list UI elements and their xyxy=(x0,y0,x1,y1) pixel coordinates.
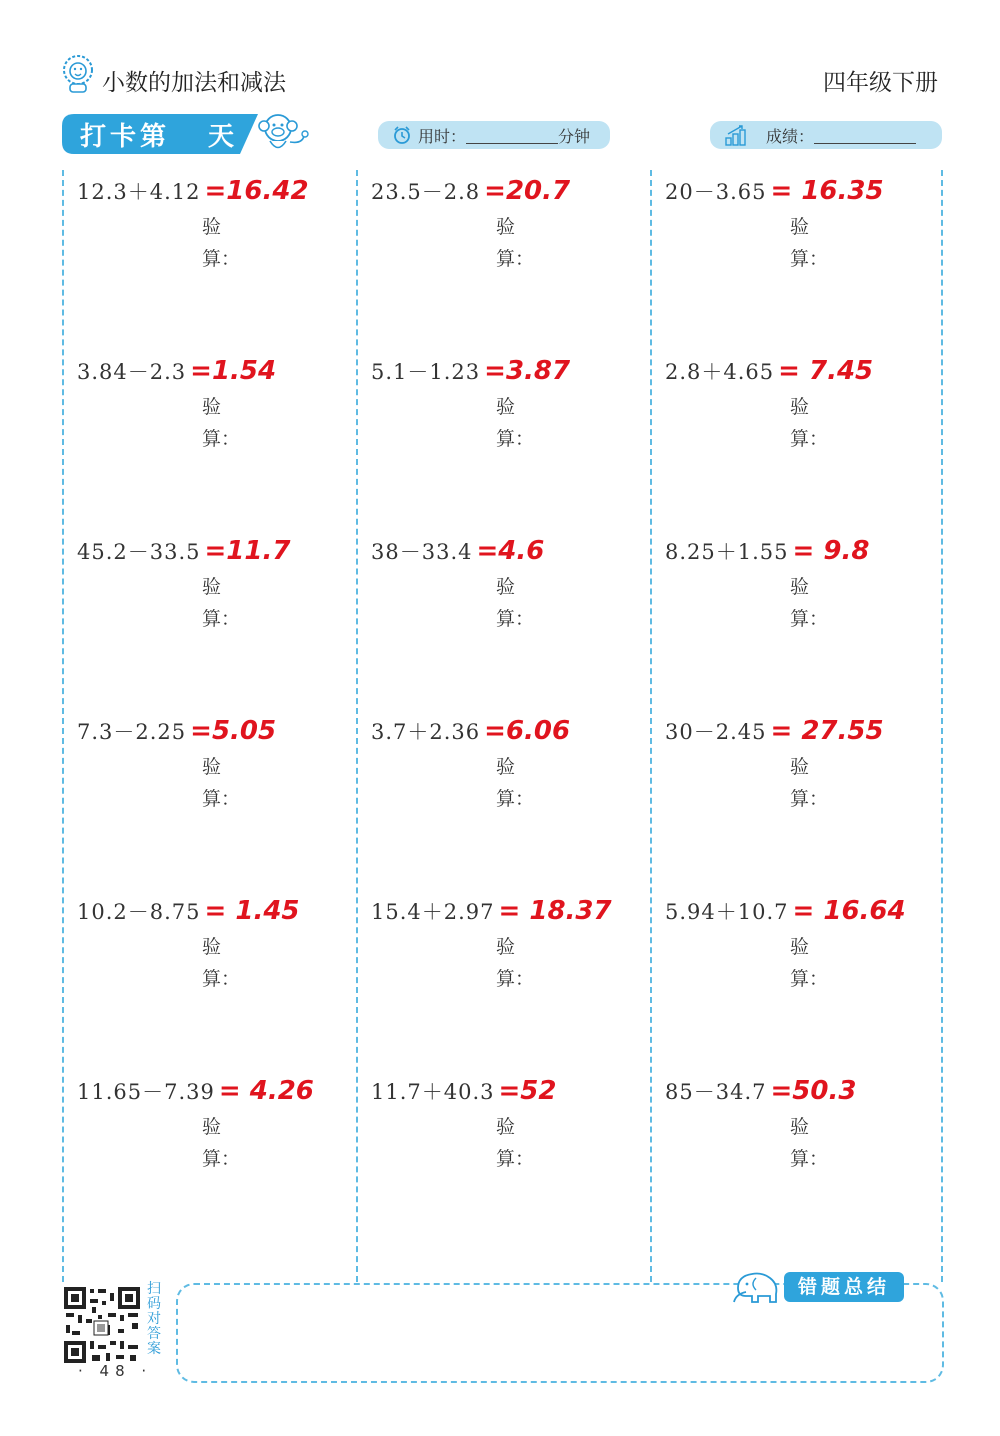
check-label: 算： xyxy=(496,968,535,990)
problem-cell xyxy=(62,536,356,716)
elephant-icon xyxy=(732,1266,784,1306)
problem-expression: 5.94＋10.7 xyxy=(665,900,789,924)
check-label: 验 xyxy=(202,216,222,238)
problem-expression: 3.84－2.3 xyxy=(77,360,187,384)
check-label: 验 xyxy=(790,396,810,418)
check-label: 算： xyxy=(496,428,535,450)
handwritten-answer: =52 xyxy=(498,1076,557,1106)
problem-expression: 45.2－33.5 xyxy=(77,540,201,564)
problem-cell xyxy=(650,536,944,716)
qr-code-icon[interactable] xyxy=(62,1285,142,1365)
problem-expression: 11.7＋40.3 xyxy=(371,1080,495,1104)
check-label: 算： xyxy=(790,968,829,990)
problem-cell xyxy=(62,356,356,536)
alarm-clock-icon xyxy=(392,125,412,145)
problem-cell xyxy=(650,896,944,1076)
problem-expression: 15.4＋2.97 xyxy=(371,900,495,924)
problem-expression: 2.8＋4.65 xyxy=(665,360,775,384)
problem-expression: 23.5－2.8 xyxy=(371,180,481,204)
check-label: 算： xyxy=(496,248,535,270)
check-label: 算： xyxy=(496,1148,535,1170)
grade-label: 四年级下册 xyxy=(823,70,938,96)
check-label: 算： xyxy=(496,788,535,810)
problem-cell xyxy=(62,896,356,1076)
check-label: 验 xyxy=(496,216,516,238)
scan-for-answers-label: 扫码对答案 xyxy=(147,1281,161,1357)
check-label: 验 xyxy=(790,756,810,778)
handwritten-answer: = 16.64 xyxy=(792,896,906,926)
handwritten-answer: = 9.8 xyxy=(792,536,870,566)
check-label: 验 xyxy=(202,936,222,958)
score-input-line[interactable] xyxy=(814,127,916,144)
check-label: 算： xyxy=(790,248,829,270)
time-label: 用时： xyxy=(418,126,467,146)
handwritten-answer: =5.05 xyxy=(190,716,277,746)
punch-label: 打卡第 xyxy=(80,122,171,152)
check-label: 验 xyxy=(202,396,222,418)
check-label: 算： xyxy=(202,1148,241,1170)
problem-cell xyxy=(356,896,650,1076)
problem-expression: 85－34.7 xyxy=(665,1080,767,1104)
problem-expression: 8.25＋1.55 xyxy=(665,540,789,564)
problem-cell xyxy=(356,176,650,356)
check-label: 验 xyxy=(496,936,516,958)
problem-expression: 11.65－7.39 xyxy=(77,1080,215,1104)
check-label: 算： xyxy=(202,788,241,810)
problem-expression: 5.1－1.23 xyxy=(371,360,481,384)
handwritten-answer: = 7.45 xyxy=(778,356,874,386)
handwritten-answer: =6.06 xyxy=(484,716,571,746)
score-label: 成绩： xyxy=(766,126,815,146)
problem-expression: 20－3.65 xyxy=(665,180,767,204)
handwritten-answer: =4.6 xyxy=(476,536,545,566)
problem-cell xyxy=(650,716,944,896)
check-label: 算： xyxy=(202,968,241,990)
check-label: 验 xyxy=(496,1116,516,1138)
check-label: 验 xyxy=(496,756,516,778)
handwritten-answer: = 4.26 xyxy=(218,1076,314,1106)
score-field xyxy=(710,121,942,149)
check-label: 算： xyxy=(790,428,829,450)
problem-cell xyxy=(356,356,650,536)
page-number: · 48 · xyxy=(78,1362,153,1380)
check-label: 验 xyxy=(202,1116,222,1138)
problem-cell xyxy=(356,536,650,716)
check-label: 算： xyxy=(202,608,241,630)
problem-expression: 38－33.4 xyxy=(371,540,473,564)
problem-expression: 30－2.45 xyxy=(665,720,767,744)
handwritten-answer: =1.54 xyxy=(190,356,277,386)
check-label: 算： xyxy=(496,608,535,630)
time-unit: 分钟 xyxy=(558,126,591,146)
check-label: 验 xyxy=(790,1116,810,1138)
time-used-field xyxy=(378,121,610,149)
problem-cell xyxy=(62,1076,356,1256)
problem-cell xyxy=(650,1076,944,1256)
problem-expression: 12.3＋4.12 xyxy=(77,180,201,204)
problem-cell xyxy=(650,356,944,536)
problem-cell xyxy=(62,716,356,896)
handwritten-answer: = 18.37 xyxy=(498,896,612,926)
problem-expression: 7.3－2.25 xyxy=(77,720,187,744)
time-input-line[interactable] xyxy=(466,127,558,144)
error-summary-tag: 错题总结 xyxy=(784,1272,904,1302)
problem-expression: 3.7＋2.36 xyxy=(371,720,481,744)
handwritten-answer: =11.7 xyxy=(204,536,291,566)
handwritten-answer: =3.87 xyxy=(484,356,571,386)
problem-cell xyxy=(356,716,650,896)
day-unit: 天 xyxy=(208,122,235,152)
check-label: 算： xyxy=(790,788,829,810)
handwritten-answer: =16.42 xyxy=(204,176,309,206)
check-label: 验 xyxy=(202,756,222,778)
handwritten-answer: = 16.35 xyxy=(770,176,884,206)
problem-cell xyxy=(650,176,944,356)
page-title: 小数的加法和减法 xyxy=(102,70,286,96)
problem-cell xyxy=(62,176,356,356)
problem-cell xyxy=(356,1076,650,1256)
check-label: 算： xyxy=(790,1148,829,1170)
check-label: 算： xyxy=(790,608,829,630)
check-label: 验 xyxy=(496,576,516,598)
handwritten-answer: = 1.45 xyxy=(204,896,300,926)
check-label: 验 xyxy=(790,576,810,598)
check-label: 验 xyxy=(496,396,516,418)
handwritten-answer: = 27.55 xyxy=(770,716,884,746)
check-label: 算： xyxy=(202,248,241,270)
handwritten-answer: =50.3 xyxy=(770,1076,857,1106)
check-label: 算： xyxy=(202,428,241,450)
check-label: 验 xyxy=(202,576,222,598)
check-label: 验 xyxy=(790,216,810,238)
check-label: 验 xyxy=(790,936,810,958)
bar-chart-icon xyxy=(724,124,750,146)
lion-logo-icon xyxy=(60,54,96,94)
monkey-icon xyxy=(254,108,310,156)
problem-expression: 10.2－8.75 xyxy=(77,900,201,924)
handwritten-answer: =20.7 xyxy=(484,176,571,206)
